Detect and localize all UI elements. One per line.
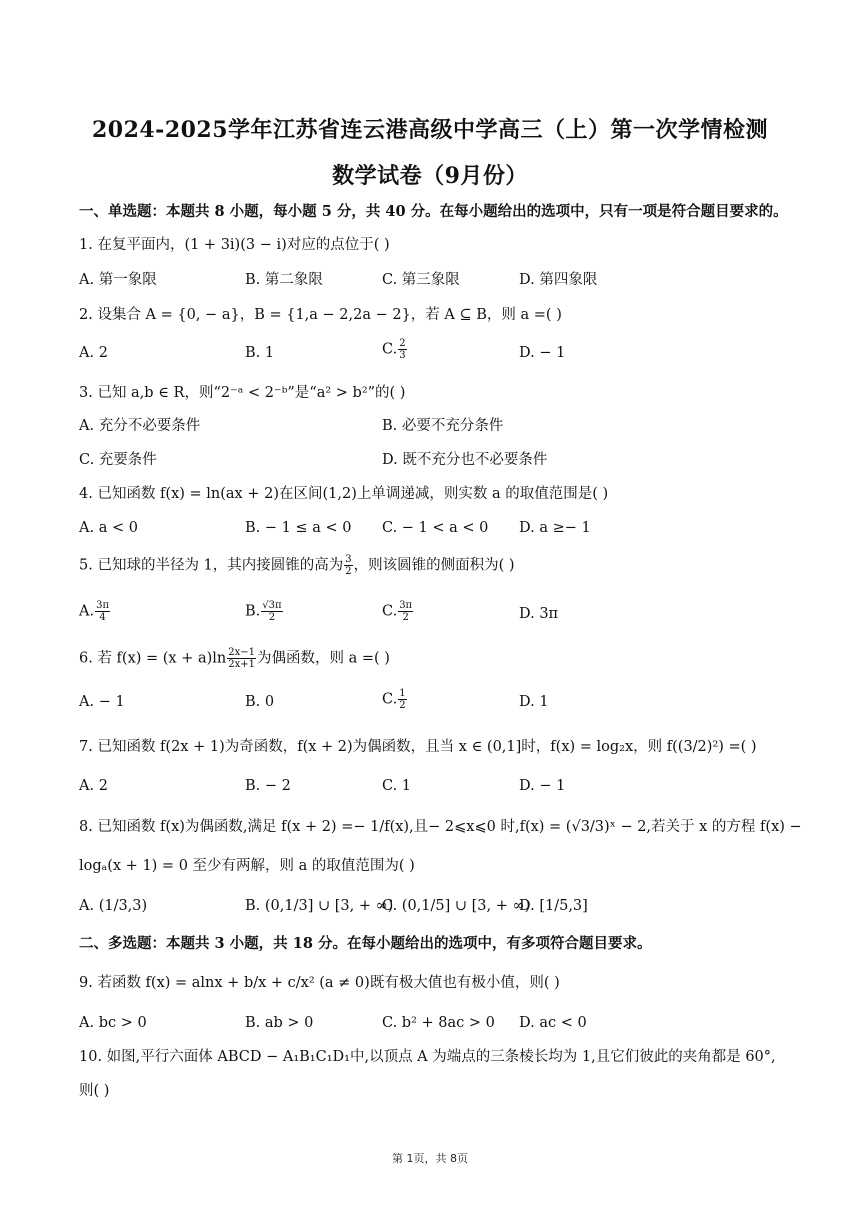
fraction-denominator: 2 bbox=[399, 700, 406, 711]
stem-text: 6. 若 f(x) = (x + a)ln bbox=[79, 650, 227, 667]
question-9-option-a: A. bc > 0 bbox=[79, 1015, 147, 1031]
question-1-option-c: C. 第三象限 bbox=[382, 272, 460, 288]
fraction-numerator: 3π bbox=[96, 600, 110, 611]
fraction bbox=[261, 600, 282, 623]
stem-text: 为偶函数，则 a =( ) bbox=[257, 650, 390, 667]
question-2-option-c bbox=[382, 338, 408, 361]
question-8-option-d: D. [1/5,3] bbox=[519, 898, 588, 914]
question-5-option-c bbox=[382, 600, 414, 623]
question-6-option-d: D. 1 bbox=[519, 694, 549, 710]
fraction bbox=[227, 647, 256, 670]
question-6-option-a: A. − 1 bbox=[79, 694, 125, 710]
question-6-stem bbox=[79, 647, 390, 670]
option-prefix: C. bbox=[382, 603, 398, 620]
page-title: 2024-2025学年江苏省连云港高级中学高三（上）第一次学情检测 bbox=[91, 117, 769, 143]
fraction-denominator: 2x+1 bbox=[228, 659, 256, 670]
question-8-option-c: C. (0,1/5] ∪ [3, + ∞) bbox=[382, 898, 531, 914]
question-4-option-a: A. a < 0 bbox=[79, 520, 138, 536]
question-1-stem: 1. 在复平面内，(1 + 3i)(3 − i)对应的点位于( ) bbox=[79, 237, 390, 253]
question-9-option-d: D. ac < 0 bbox=[519, 1015, 587, 1031]
question-10-stem-line-2: 则( ) bbox=[79, 1083, 110, 1099]
fraction-numerator: 1 bbox=[399, 688, 406, 699]
question-3-option-b: B. 必要不充分条件 bbox=[382, 418, 504, 434]
fraction-numerator: 3 bbox=[345, 554, 352, 565]
question-2-option-a: A. 2 bbox=[79, 345, 108, 361]
fraction-numerator: √3π bbox=[262, 600, 282, 611]
question-9-stem: 9. 若函数 f(x) = alnx + b/x + c/x² (a ≠ 0)既有极大值也有极小值，则( ) bbox=[79, 975, 560, 991]
fraction-numerator: 2 bbox=[399, 338, 406, 349]
question-7-option-a: A. 2 bbox=[79, 778, 108, 794]
question-8-option-b: B. (0,1/3] ∪ [3, + ∞) bbox=[245, 898, 394, 914]
question-4-option-d: D. a ≥− 1 bbox=[519, 520, 591, 536]
question-3-stem: 3. 已知 a,b ∈ R，则“2⁻ᵃ < 2⁻ᵇ”是“a² > b²”的( ) bbox=[79, 385, 406, 401]
question-9-option-c: C. b² + 8ac > 0 bbox=[382, 1015, 495, 1031]
question-1-option-d: D. 第四象限 bbox=[519, 272, 598, 288]
fraction bbox=[398, 338, 406, 361]
question-2-option-d: D. − 1 bbox=[519, 345, 566, 361]
question-1-option-b: B. 第二象限 bbox=[245, 272, 323, 288]
question-8-stem-line-2: logₐ(x + 1) = 0 至少有两解，则 a 的取值范围为( ) bbox=[79, 858, 415, 874]
question-6-option-b: B. 0 bbox=[245, 694, 275, 710]
question-7-option-c: C. 1 bbox=[382, 778, 412, 794]
page-number-footer: 第 1页，共 8页 bbox=[392, 1152, 468, 1165]
question-9-option-b: B. ab > 0 bbox=[245, 1015, 314, 1031]
question-3-option-a: A. 充分不必要条件 bbox=[79, 418, 201, 434]
fraction-denominator: 2 bbox=[345, 566, 352, 577]
question-4-option-b: B. − 1 ≤ a < 0 bbox=[245, 520, 352, 536]
fraction-denominator: 2 bbox=[268, 612, 276, 623]
section-heading-multiple-choice: 二、多选题：本题共 3 小题，共 18 分。在每小题给出的选项中，有多项符合题目要求。 bbox=[79, 935, 652, 952]
question-4-option-c: C. − 1 < a < 0 bbox=[382, 520, 489, 536]
question-5-option-a bbox=[79, 600, 111, 623]
page-subtitle: 数学试卷（9月份） bbox=[332, 163, 528, 189]
question-7-option-d: D. − 1 bbox=[519, 778, 566, 794]
option-prefix: B. bbox=[245, 603, 261, 620]
fraction bbox=[95, 600, 110, 623]
fraction bbox=[398, 688, 406, 711]
fraction-denominator: 3 bbox=[399, 350, 406, 361]
question-8-stem-line-1: 8. 已知函数 f(x)为偶函数,满足 f(x + 2) =− 1/f(x),且− 2⩽x⩽0 时,f(x) = (√3/3)ˣ − 2,若关于 x 的方程 f(x) − bbox=[79, 819, 802, 835]
question-5-option-b bbox=[245, 600, 284, 623]
question-8-option-a: A. (1/3,3) bbox=[79, 898, 148, 914]
stem-text: 5. 已知球的半径为 1，其内接圆锥的高为 bbox=[79, 557, 344, 574]
stem-text: ，则该圆锥的侧面积为( ) bbox=[353, 557, 515, 574]
option-prefix: A. bbox=[79, 603, 95, 620]
question-2-stem: 2. 设集合 A = {0, − a}，B = {1,a − 2,2a − 2}，若 A ⊆ B，则 a =( ) bbox=[79, 307, 562, 323]
option-prefix: C. bbox=[382, 341, 398, 358]
question-5-stem bbox=[79, 554, 515, 577]
fraction bbox=[344, 554, 352, 577]
question-2-option-b: B. 1 bbox=[245, 345, 275, 361]
question-7-option-b: B. − 2 bbox=[245, 778, 291, 794]
question-10-stem-line-1: 10. 如图,平行六面体 ABCD − A₁B₁C₁D₁中,以顶点 A 为端点的三条棱长均为 1,且它们彼此的夹角都是 60°, bbox=[79, 1049, 776, 1065]
section-heading-single-choice: 一、单选题：本题共 8 小题，每小题 5 分，共 40 分。在每小题给出的选项中，只有一项是符合题目要求的。 bbox=[79, 203, 788, 220]
question-1-option-a: A. 第一象限 bbox=[79, 272, 157, 288]
fraction bbox=[398, 600, 413, 623]
question-4-stem: 4. 已知函数 f(x) = ln(ax + 2)在区间(1,2)上单调递减，则实数 a 的取值范围是( ) bbox=[79, 486, 609, 502]
fraction-numerator: 2x−1 bbox=[228, 647, 256, 658]
question-5-option-d: D. 3π bbox=[519, 606, 559, 622]
fraction-denominator: 4 bbox=[99, 612, 106, 623]
fraction-denominator: 2 bbox=[402, 612, 409, 623]
question-3-option-d: D. 既不充分也不必要条件 bbox=[382, 452, 548, 468]
question-6-option-c bbox=[382, 688, 408, 711]
question-3-option-c: C. 充要条件 bbox=[79, 452, 157, 468]
option-prefix: C. bbox=[382, 691, 398, 708]
fraction-numerator: 3π bbox=[399, 600, 413, 611]
question-7-stem: 7. 已知函数 f(2x + 1)为奇函数，f(x + 2)为偶函数，且当 x ∈ (0,1]时，f(x) = log₂x，则 f((3/2)²) =( ) bbox=[79, 739, 757, 755]
